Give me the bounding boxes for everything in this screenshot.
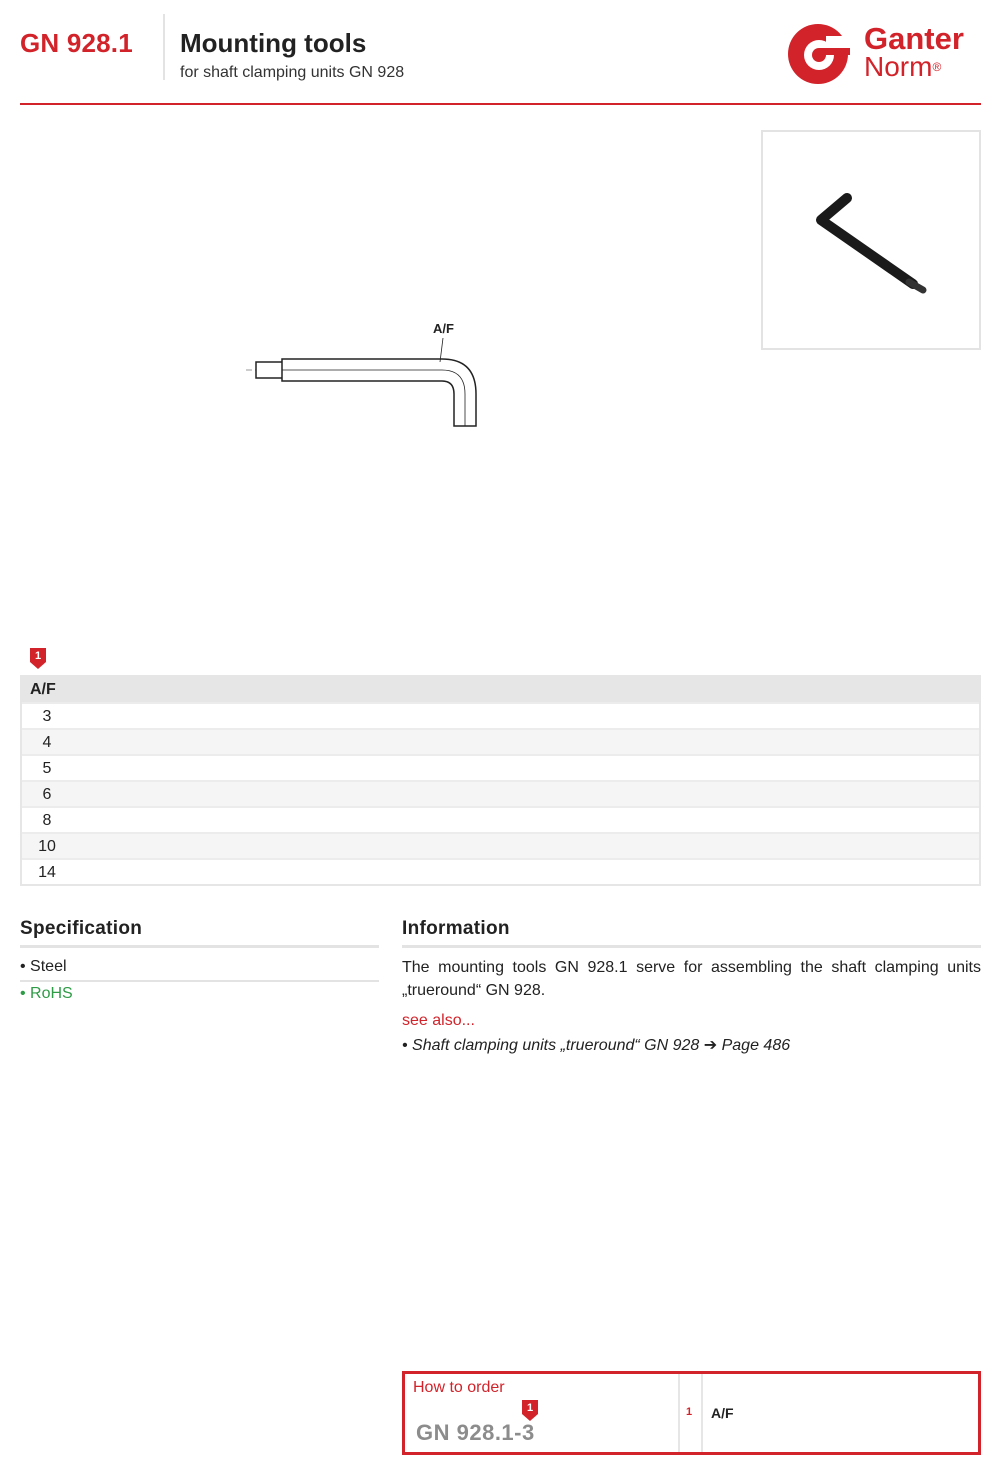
table-row bbox=[22, 702, 979, 728]
hex-key-drawing-icon bbox=[230, 310, 510, 440]
information-rule bbox=[402, 945, 981, 948]
product-code: GN 928.1 bbox=[20, 28, 133, 58]
order-legend-number: 1 bbox=[686, 1406, 693, 1418]
hex-key-photo-icon bbox=[763, 132, 979, 348]
table-cell: 8 bbox=[42, 812, 52, 829]
spec-separator bbox=[20, 980, 379, 982]
logo-text-norm bbox=[864, 51, 941, 83]
logo-text-ganter: Ganter bbox=[864, 21, 964, 56]
information-title: Information bbox=[402, 918, 510, 939]
how-to-order-box bbox=[402, 1371, 981, 1455]
order-divider bbox=[701, 1374, 703, 1452]
see-also-link[interactable]: • Shaft clamping units „trueround“ GN 928 ➔ Page 486 bbox=[402, 1037, 791, 1054]
page-title: Mounting tools bbox=[180, 28, 367, 58]
table-cell: 10 bbox=[38, 838, 56, 855]
order-badge-number: 1 bbox=[526, 1402, 534, 1414]
table-badge-number: 1 bbox=[34, 650, 42, 662]
table-cell: 14 bbox=[38, 864, 56, 881]
table-header-af: A/F bbox=[22, 677, 979, 702]
specification-rule bbox=[20, 945, 379, 948]
order-legend-af: A/F bbox=[711, 1405, 734, 1421]
table-row bbox=[22, 728, 979, 754]
logo-norm-word: Norm bbox=[864, 51, 933, 82]
page-subtitle: for shaft clamping units GN 928 bbox=[180, 64, 405, 81]
drawing-af-label: A/F bbox=[433, 321, 454, 336]
table-cell: 3 bbox=[42, 708, 52, 725]
ganter-logo-icon bbox=[786, 22, 850, 86]
specification-title: Specification bbox=[20, 918, 143, 939]
table-row bbox=[22, 780, 979, 806]
order-code-badge bbox=[522, 1400, 538, 1422]
spec-item-steel: • Steel bbox=[20, 958, 67, 975]
ganter-norm-logo bbox=[786, 22, 986, 86]
spec-item-rohs: • RoHS bbox=[20, 985, 73, 1002]
table-cell: 6 bbox=[42, 786, 52, 803]
registered-mark: ® bbox=[932, 60, 942, 74]
table-row bbox=[22, 832, 979, 858]
table-cell: 4 bbox=[42, 734, 52, 751]
table-column-badge bbox=[30, 648, 46, 670]
technical-drawing bbox=[230, 310, 510, 440]
table-row bbox=[22, 806, 979, 832]
see-also-label: see also... bbox=[402, 1012, 475, 1029]
information-text: The mounting tools GN 928.1 serve for assembling the shaft clamping units „trueround“ GN 928. bbox=[402, 959, 981, 999]
table-row bbox=[22, 858, 979, 884]
order-divider bbox=[678, 1374, 680, 1452]
table-row bbox=[22, 754, 979, 780]
header-rule bbox=[20, 103, 981, 105]
order-code-example: GN 928.1-3 bbox=[416, 1420, 535, 1445]
page-header bbox=[0, 0, 1000, 106]
product-photo bbox=[761, 130, 981, 350]
dimension-table bbox=[20, 675, 981, 886]
header-divider bbox=[163, 14, 165, 80]
how-to-order-label: How to order bbox=[413, 1379, 505, 1396]
table-cell: 5 bbox=[42, 760, 52, 777]
